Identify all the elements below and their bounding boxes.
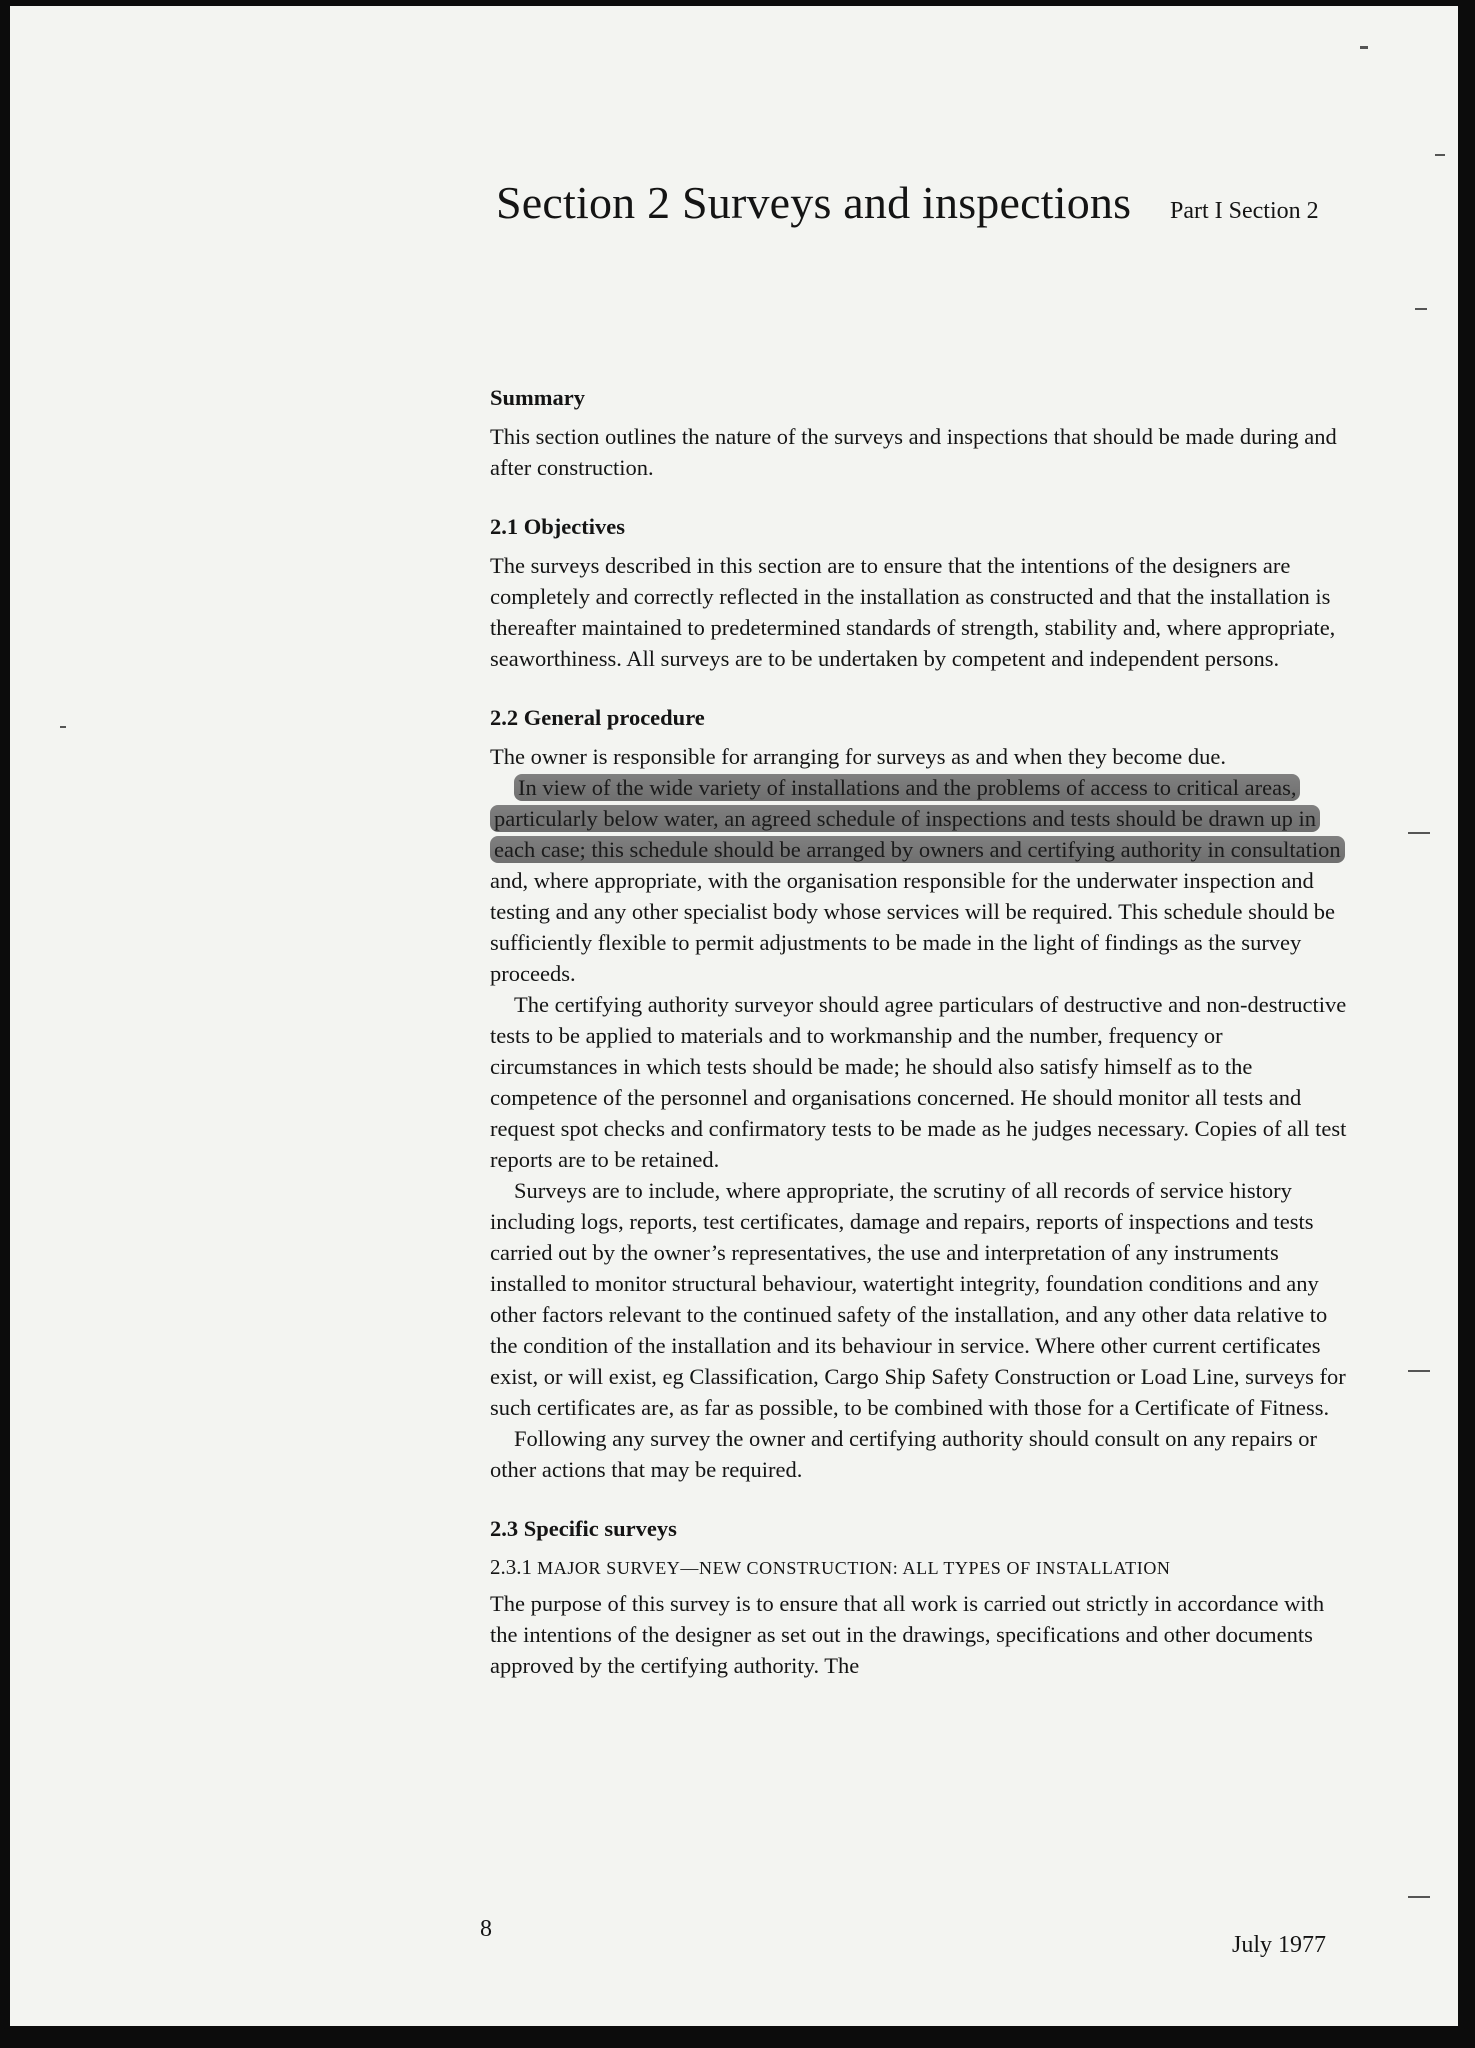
objectives-heading: 2.1 Objectives (490, 514, 625, 539)
scan-mark (1415, 308, 1427, 310)
general-paragraph-5: Following any survey the owner and certifying authority should consult on any repairs or other actions that may be required. (490, 1426, 1317, 1482)
scan-mark (1408, 1896, 1430, 1898)
general-paragraph-4: Surveys are to include, where appropriate, the scrutiny of all records of service history including logs, reports, test certificates, damage and repairs, reports of inspections and tests carried out by the owner’s representatives, the use and interpretation of any instruments installed to monitor structural behaviour, watertight integrity, foundation conditions and any other factors relevant to the continued safety of the installation, and any other data relative to the condition of the installation and its behaviour in service. Where other current certificates exist, or will exist, eg Classification, Cargo Ship Safety Construction or Load Line, surveys for such certificates are, as far as possible, to be combined with those for a Certificate of Fitness. (490, 1178, 1346, 1420)
scan-mark (1360, 46, 1368, 49)
subsection-heading (490, 1552, 1352, 1584)
subsection-title: MAJOR SURVEY—NEW CONSTRUCTION: ALL TYPES OF INSTALLATION (537, 1558, 1171, 1578)
summary-text: This section outlines the nature of the surveys and inspections that should be made during and after construction. (490, 424, 1337, 480)
subsection-number: 2.3.1 (490, 1555, 532, 1579)
section-title: Section 2 Surveys and inspections (496, 177, 1132, 228)
document-page (10, 6, 1458, 2026)
summary-heading: Summary (490, 385, 585, 410)
scan-mark (60, 726, 66, 728)
general-paragraph-3: The certifying authority surveyor should agree particulars of destructive and non-destructive tests to be applied to materials and to workmanship and the number, frequency or circumstances in which tests should be made; he should also satisfy himself as to the competence of the personnel and organisations concerned. He should monitor all tests and request spot checks and confirmatory tests to be made as he judges necessary. Copies of all test reports are to be retained. (490, 992, 1347, 1172)
specific-surveys-heading: 2.3 Specific surveys (490, 1516, 677, 1541)
general-paragraph-1: The owner is responsible for arranging for surveys as and when they become due. (490, 744, 1227, 769)
footer-date: July 1977 (1232, 1932, 1327, 1958)
general-paragraph-2 (490, 772, 1352, 989)
specific-surveys-text: The purpose of this survey is to ensure that all work is carried out strictly in accordance with the intentions of the designer as set out in the drawings, specifications and other documents approved by the certifying authority. The (490, 1591, 1325, 1678)
document-body (490, 382, 1352, 1681)
general-paragraph-2-rest: and, where appropriate, with the organisation responsible for the underwater inspection and testing and any other specialist body whose services will be required. This schedule should be sufficiently flexible to permit adjustments to be made in the light of findings as the survey proceeds. (490, 868, 1336, 986)
general-procedure-heading: 2.2 General procedure (490, 705, 705, 730)
scan-mark (1435, 154, 1445, 156)
part-label: Part I Section 2 (1170, 198, 1319, 224)
highlighted-text: In view of the wide variety of installations and the problems of access to critical areas, particularly below water, an agreed schedule of inspections and tests should be drawn up in each case; this schedule should be arranged by owners and certifying authority in consultation (490, 774, 1345, 863)
objectives-text: The surveys described in this section are to ensure that the intentions of the designers are completely and correctly reflected in the installation as constructed and that the installation is thereafter maintained to predetermined standards of strength, stability and, where appropriate, seaworthiness. All surveys are to be undertaken by competent and independent persons. (490, 553, 1336, 671)
scan-mark (1408, 832, 1430, 834)
scan-mark (1408, 1370, 1430, 1372)
page-number: 8 (480, 1916, 492, 1942)
